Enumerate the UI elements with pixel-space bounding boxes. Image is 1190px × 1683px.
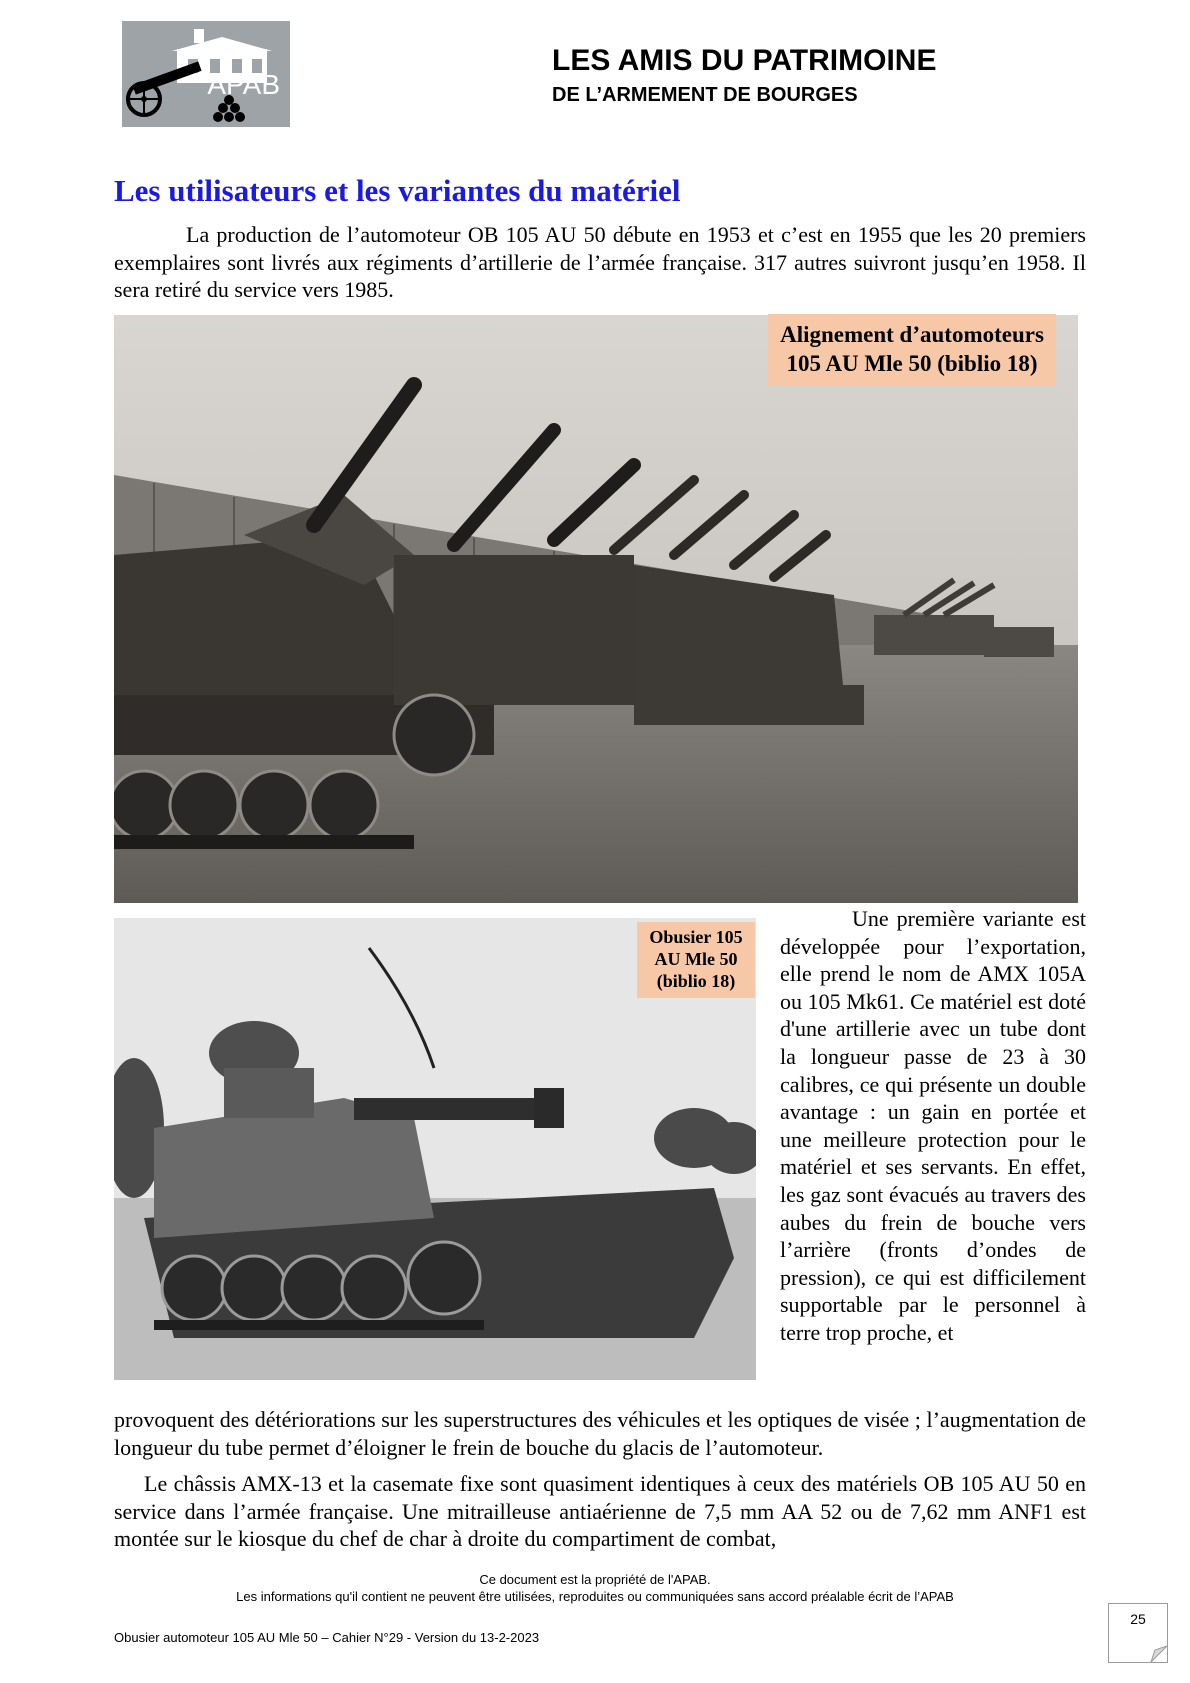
photo-2-caption-line-2: AU Mle 50 [654,949,738,969]
photo-2-caption [637,922,755,998]
footer-notice: Les informations qu'il contient ne peuvent être utilisées, reproduites ou communiquées sans accord préalable écrit de l’APAB [236,1589,954,1604]
paragraph-chassis: Le châssis AMX-13 et la casemate fixe sont quasiment identiques à ceux des matériels OB 105 AU 50 en service dans l’armée française. Une mitrailleuse antiaérienne de 7,5 mm AA 52 ou de 7,62 mm ANF1 est montée sur le kiosque du chef de char à droite du compartiment de combat, [114,1471,1086,1552]
page-number: 25 [1130,1611,1146,1627]
photo-1-caption-line-2: 105 AU Mle 50 (biblio 18) [786,351,1038,376]
page-curl-icon [1109,1604,1167,1662]
section-heading: Les utilisateurs et les variantes du matériel [114,173,681,208]
photo-2-caption-line-3: (biblio 18) [656,971,736,991]
paragraph-export-variant: Une première variante est développée pour l’exportation, elle prend le nom de AMX 105A ou 105 Mk61. Ce matériel est doté d'une artillerie avec un tube dont la longueur passe de 23 à 30 calibres, ce qui présente un double avantage : un gain en portée et une meilleure protection pour le matériel et ses servants. En effet, les gaz sont évacués au travers des aubes du frein de bouche vers l’arrière (fronts d’ondes de pression), ce qui est difficilement supportable par le personnel à terre trop proche, et [780,906,1086,1345]
photo-self-propelled-guns-row [114,315,1078,903]
photo-2-caption-line-1: Obusier 105 [649,927,743,947]
footer-ownership: Ce document est la propriété de l'APAB. [479,1572,711,1587]
logo-text: APAB [207,69,280,100]
paragraph-export-variant-continued: provoquent des détériorations sur les superstructures des véhicules et les optiques de visée ; l’augmentation de longueur du tube permet d’éloigner le frein de bouche du glacis de l’automoteur. [114,1407,1086,1460]
organization-title: LES AMIS DU PATRIMOINE [552,44,937,77]
page-number-box [1108,1603,1168,1663]
photo-1-caption [768,314,1056,386]
paragraph-production: La production de l’automoteur OB 105 AU 50 débute en 1953 et c’est en 1955 que les 20 premiers exemplaires sont livrés aux régiments d’artillerie de l’armée française. 317 autres suivront jusqu’en 1958. Il sera retiré du service vers 1985. [114,222,1086,303]
photo-1-caption-line-1: Alignement d’automoteurs [780,322,1044,347]
apab-logo [122,21,290,127]
footer-document-reference: Obusier automoteur 105 AU Mle 50 – Cahier N°29 - Version du 13-2-2023 [114,1630,540,1645]
organization-subtitle: DE L’ARMEMENT DE BOURGES [552,84,858,106]
